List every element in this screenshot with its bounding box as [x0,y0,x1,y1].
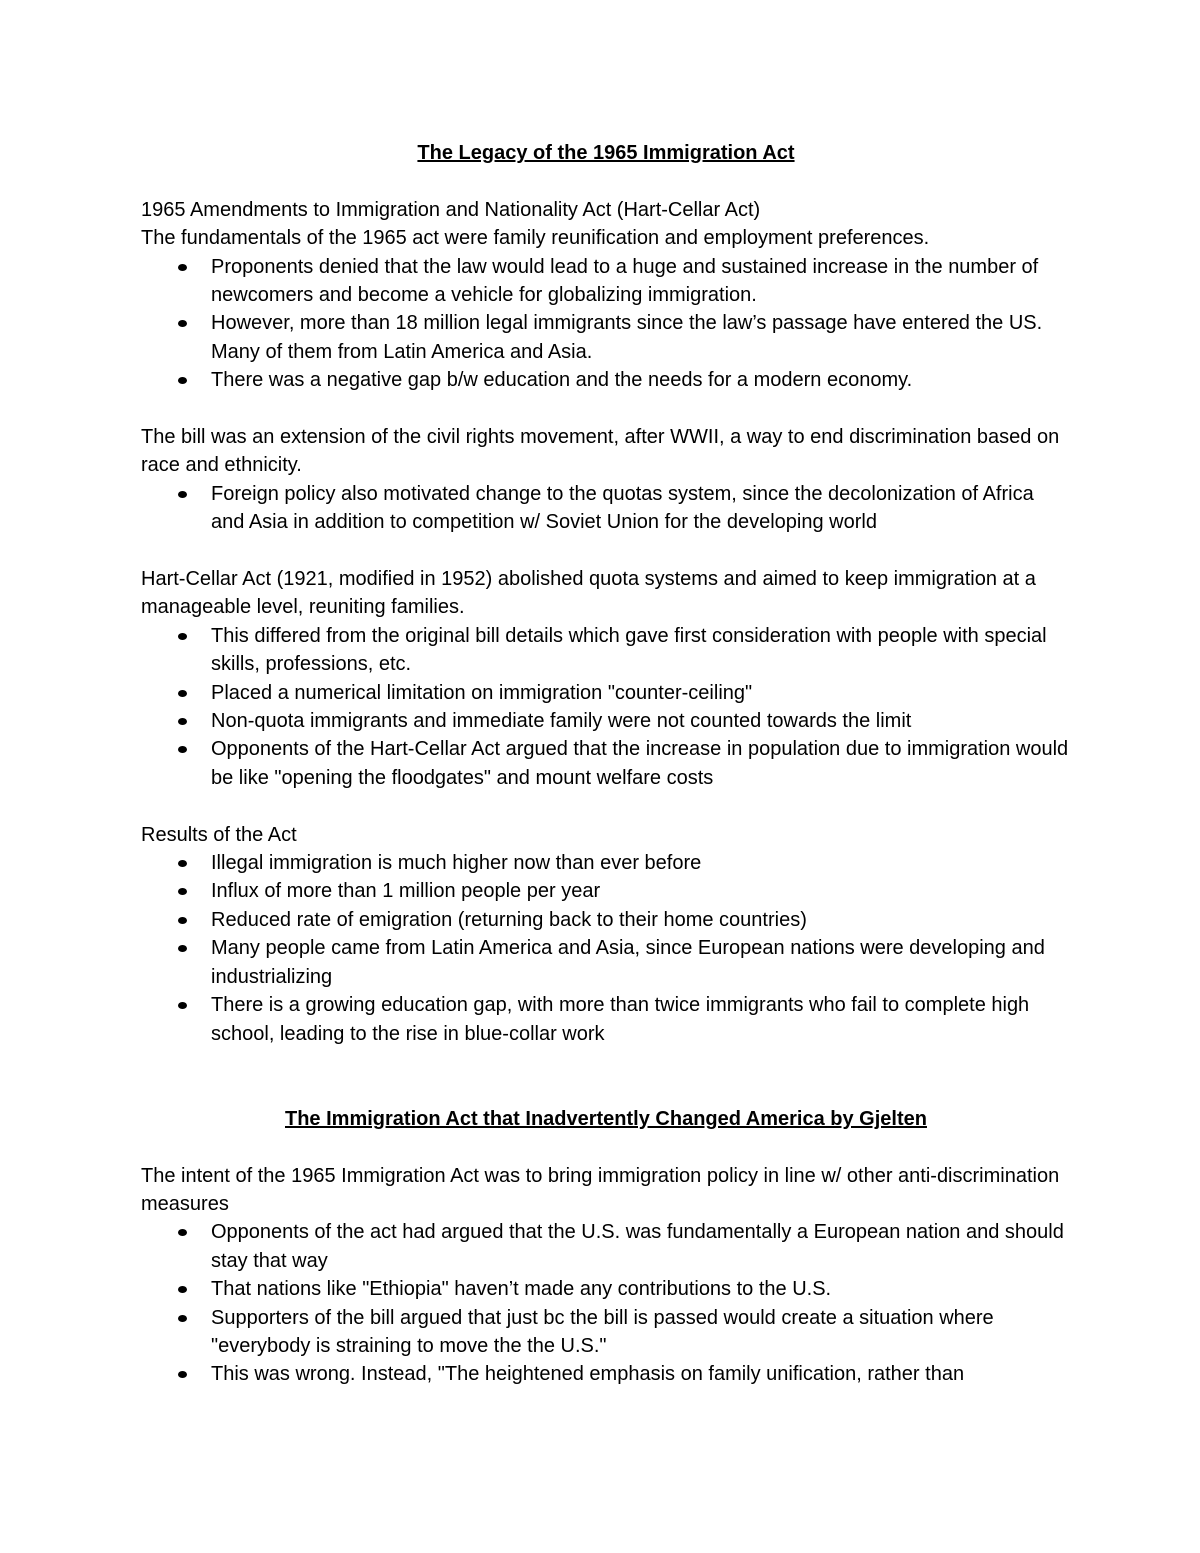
list-item-text: Reduced rate of emigration (returning back to their home countries) [211,908,807,931]
bullet-icon [178,320,187,327]
section-title-legacy: The Legacy of the 1965 Immigration Act [417,142,795,164]
list-item [141,309,1071,366]
bullet-icon [178,690,187,697]
bullet-icon [178,1286,187,1293]
list-item [141,679,1071,707]
list-item-text: There was a negative gap b/w education and the needs for a modern economy. [211,369,913,392]
bullet-list-hart-cellar [141,622,1071,792]
bullet-icon [178,1229,187,1236]
list-item [141,707,1071,735]
list-item-text: Influx of more than 1 million people per year [211,880,601,903]
paragraph-results: Results of the Act [141,823,297,846]
list-item [141,849,1071,877]
intro-line-amendments: 1965 Amendments to Immigration and Nationality Act (Hart-Cellar Act) [141,198,761,221]
list-item [141,1304,1071,1361]
list-item-text: Opponents of the Hart-Cellar Act argued that the increase in population due to immigration would be like "opening the floodgates" and mount welfare costs [211,738,1069,789]
paragraph-civil-rights: The bill was an extension of the civil rights movement, after WWII, a way to end discrimination based on race and ethnicity. [141,426,1060,477]
list-item-text: Foreign policy also motivated change to the quotas system, since the decolonization of Africa and Asia in addition to competition w/ Soviet Union for the developing world [211,482,1034,534]
bullet-icon [178,718,187,725]
bullet-list-foreign-policy [141,480,1071,537]
bullet-icon [178,888,187,895]
bullet-icon [178,1315,187,1322]
list-item-text: Supporters of the bill argued that just bc the bill is passed would create a situation where "everybody is straining to move the the U.S." [211,1306,994,1357]
list-item-text: Opponents of the act had argued that the U.S. was fundamentally a European nation and should stay that way [211,1221,1064,1272]
list-item-text: Many people came from Latin America and Asia, since European nations were developing and industrializing [211,937,1045,988]
list-item [141,934,1071,991]
paragraph-hart-cellar: Hart-Cellar Act (1921, modified in 1952) abolished quota systems and aimed to keep immigration at a manageable level, reuniting families. [141,568,1036,619]
bullet-list-intent [141,1218,1071,1388]
list-item [141,366,1071,394]
list-item-text: There is a growing education gap, with more than twice immigrants who fail to complete high school, leading to the rise in blue-collar work [211,994,1030,1045]
bullet-icon [178,633,187,640]
list-item [141,1360,1071,1388]
list-item [141,480,1071,537]
list-item [141,1275,1071,1303]
list-item-text: Placed a numerical limitation on immigration "counter-ceiling" [211,681,753,704]
list-item [141,1218,1071,1275]
bullet-icon [178,945,187,952]
list-item-text: This was wrong. Instead, "The heightened emphasis on family unification, rather than [211,1363,965,1386]
bullet-list-fundamentals [141,253,1071,395]
list-item [141,991,1071,1048]
list-item [141,906,1071,934]
bullet-list-results [141,849,1071,1048]
list-item-text: That nations like "Ethiopia" haven’t made any contributions to the U.S. [211,1278,832,1301]
list-item-text: This differed from the original bill details which gave first consideration with people with special skills, professions, etc. [211,624,1047,676]
document-page [141,139,1071,1389]
intro-line-fundamentals: The fundamentals of the 1965 act were family reunification and employment preferences. [141,227,930,250]
list-item [141,735,1071,792]
bullet-icon [178,746,187,753]
bullet-icon [178,377,187,384]
bullet-icon [178,1371,187,1378]
bullet-icon [178,264,187,271]
list-item [141,253,1071,310]
list-item-text: However, more than 18 million legal immigrants since the law’s passage have entered the US. Many of them from Latin America and Asia. [211,312,1043,363]
section-title-gjelten: The Immigration Act that Inadvertently Changed America by Gjelten [285,1107,927,1130]
bullet-icon [178,491,187,498]
list-item [141,622,1071,679]
list-item-text: Illegal immigration is much higher now than ever before [211,852,702,875]
bullet-icon [178,917,187,924]
list-item-text: Non-quota immigrants and immediate family were not counted towards the limit [211,710,912,733]
bullet-icon [178,860,187,867]
list-item-text: Proponents denied that the law would lead to a huge and sustained increase in the number of newcomers and become a vehicle for globalizing immigration. [211,255,1039,306]
paragraph-intent: The intent of the 1965 Immigration Act was to bring immigration policy in line w/ other anti-discrimination measures [141,1164,1060,1215]
bullet-icon [178,1002,187,1009]
list-item [141,877,1071,905]
